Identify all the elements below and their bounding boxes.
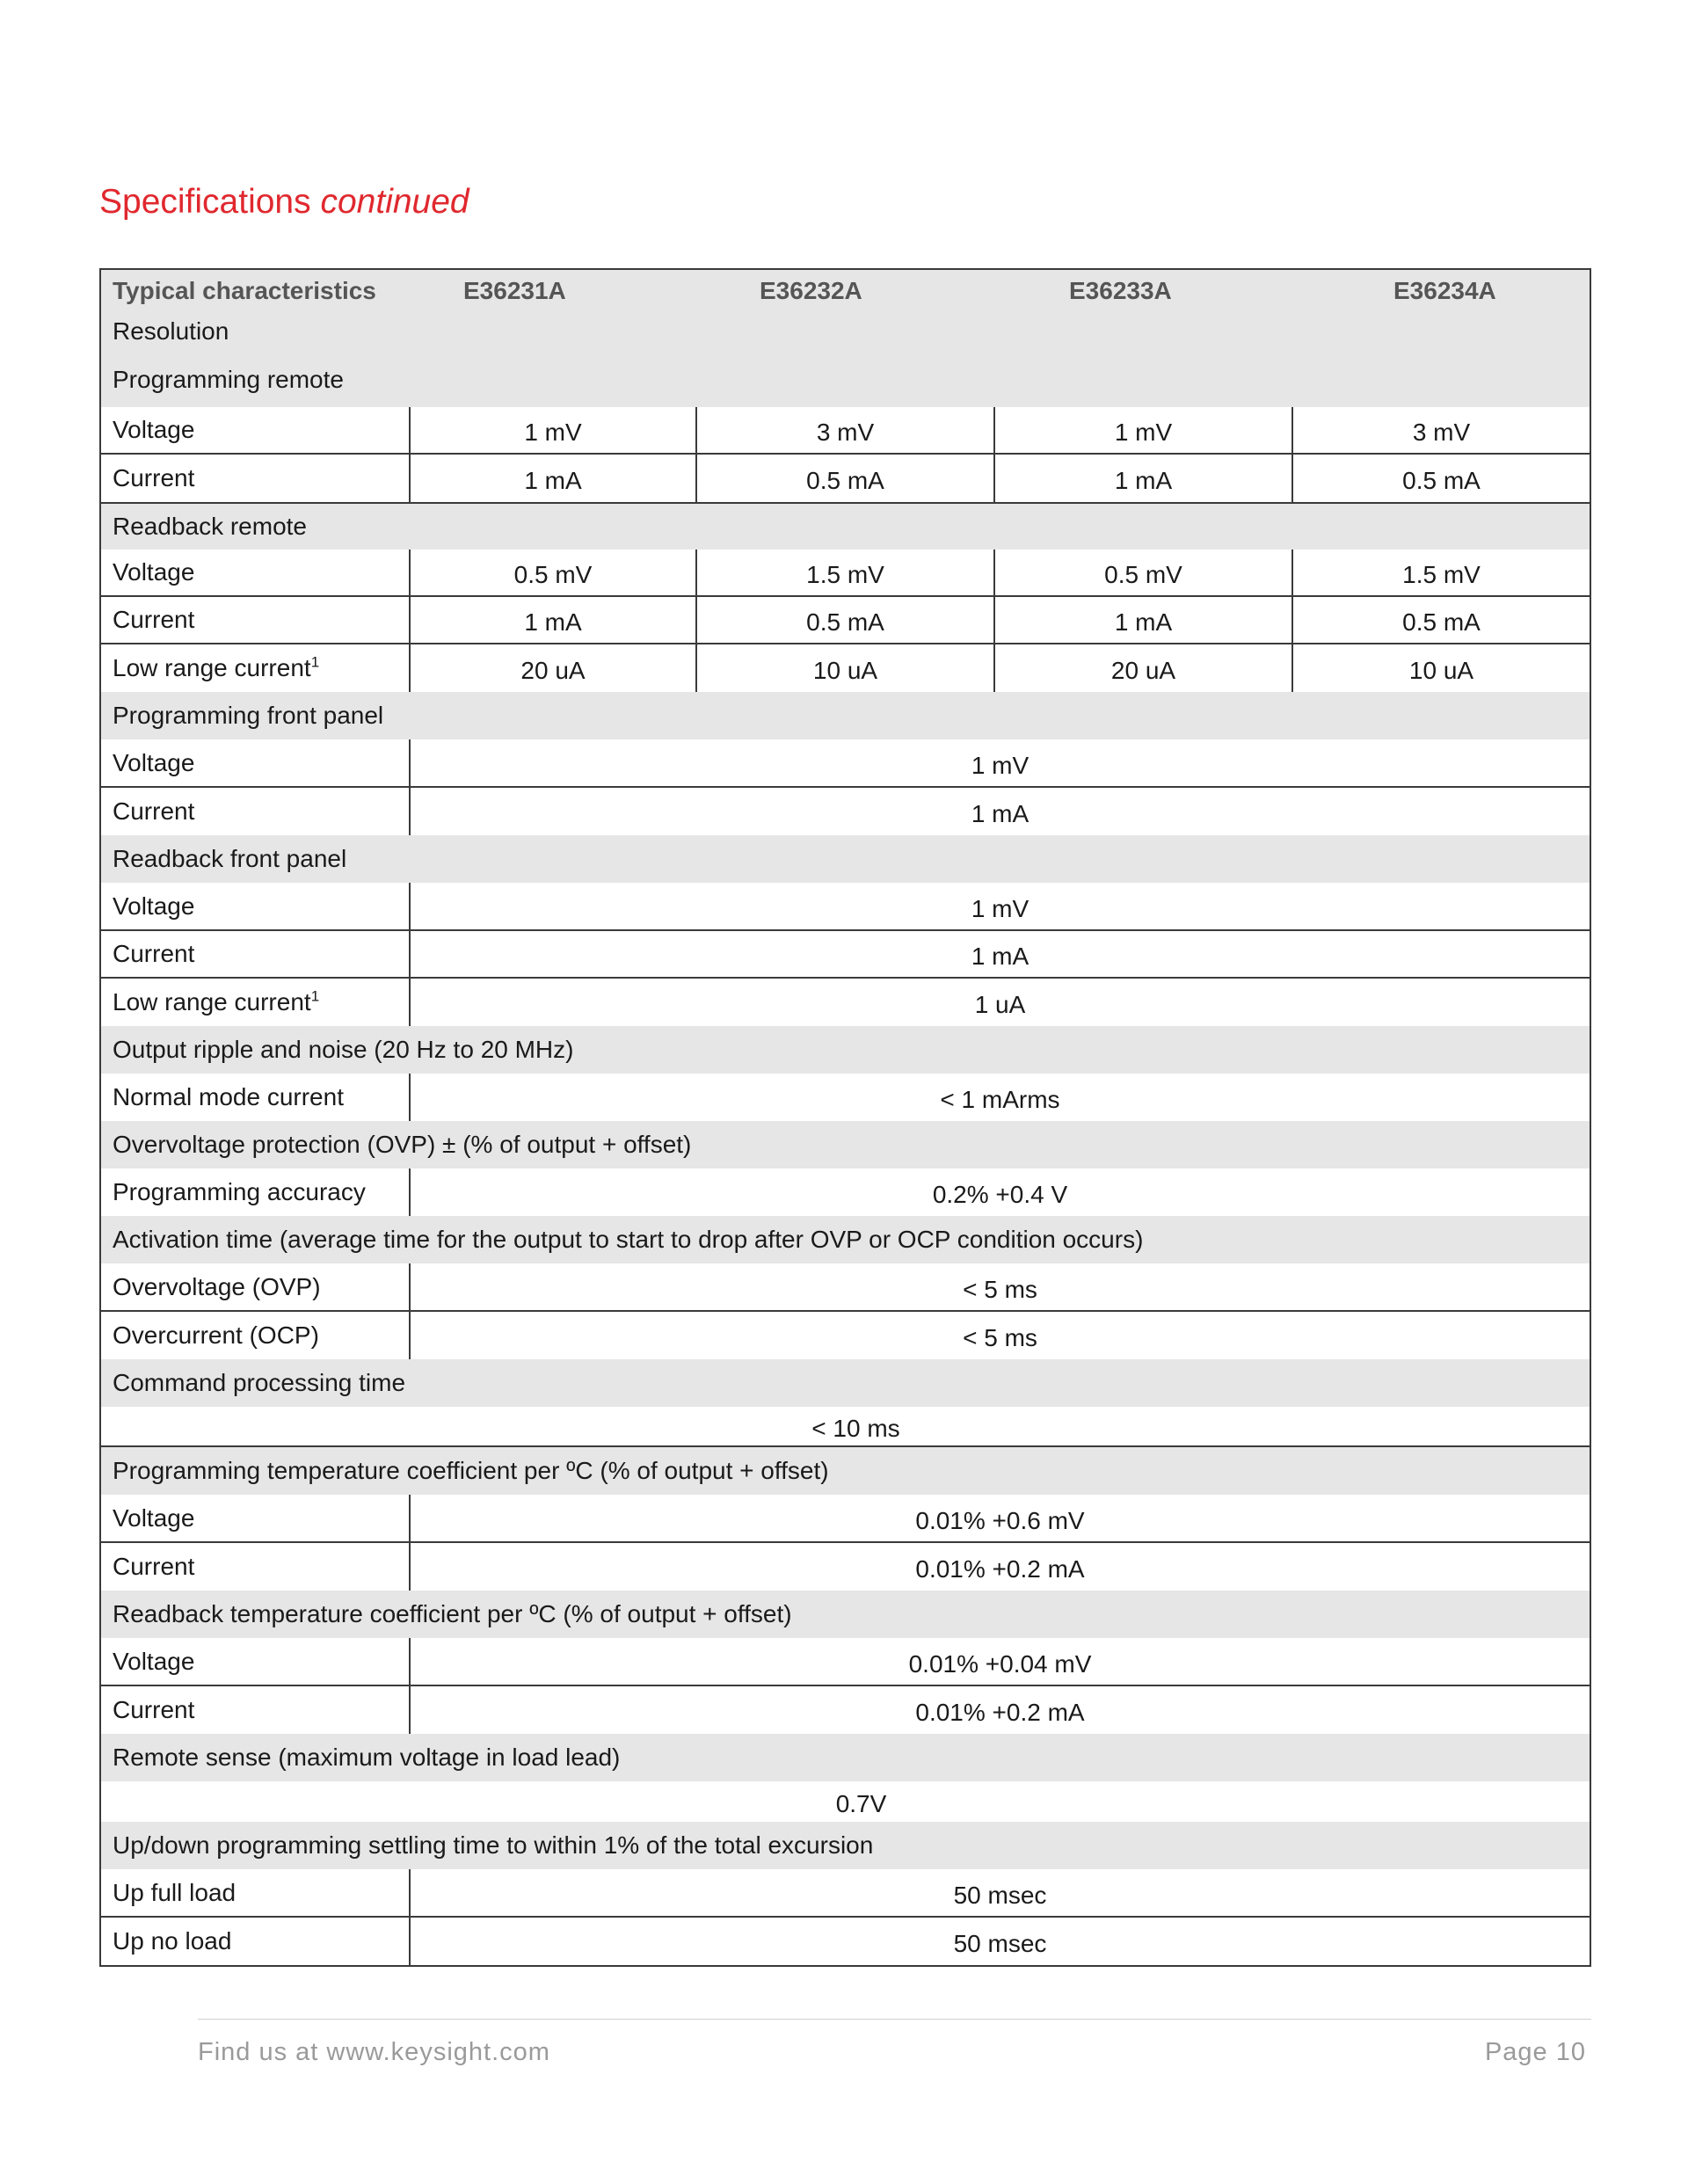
- table-cell: 20 uA: [409, 644, 695, 692]
- table-row: [101, 788, 1590, 835]
- table-cell: 0.5 mA: [1291, 455, 1590, 502]
- section-row: [101, 1734, 1590, 1781]
- table-row: [101, 931, 1590, 979]
- header-model-1: E36231A: [463, 277, 566, 304]
- table-cell: 1 mV: [409, 407, 695, 453]
- table-row: [101, 1781, 1590, 1822]
- table-row: [101, 455, 1590, 502]
- table-cell: 0.5 mA: [1291, 597, 1590, 643]
- table-cell: 0.5 mA: [695, 455, 993, 502]
- row-label: Current: [113, 606, 195, 633]
- section-label: Readback front panel: [113, 845, 347, 872]
- table-row: [101, 1543, 1590, 1591]
- table-cell: 1 mV: [409, 739, 1590, 786]
- table-cell: 1 mA: [409, 931, 1590, 977]
- row-label: Current: [113, 940, 195, 967]
- section-label: Programming front panel: [113, 702, 384, 729]
- table-cell: 3 mV: [695, 407, 993, 453]
- table-row: [101, 1312, 1590, 1359]
- footer-website: Find us at www.keysight.com: [198, 2038, 550, 2066]
- table-cell: 0.5 mV: [409, 550, 695, 595]
- specifications-table: [99, 268, 1591, 1967]
- section-row: [101, 1359, 1590, 1407]
- table-cell: 1 mA: [993, 455, 1291, 502]
- table-cell: 0.5 mV: [993, 550, 1291, 595]
- table-row: [101, 1638, 1590, 1686]
- table-row: [101, 883, 1590, 931]
- table-row: [101, 1263, 1590, 1312]
- table-row: [101, 597, 1590, 644]
- header-model-3: E36233A: [1069, 277, 1172, 304]
- table-row: [101, 1686, 1590, 1734]
- section-label: Activation time (average time for the output to start to drop after OVP or OCP condition occurs): [113, 1226, 1144, 1253]
- table-cell: 1.5 mV: [695, 550, 993, 595]
- row-label: Programming accuracy: [113, 1178, 366, 1205]
- page-heading: [99, 183, 469, 222]
- heading-main: Specifications: [99, 183, 311, 221]
- table-cell: 1 mA: [409, 788, 1590, 835]
- table-cell: 0.2% +0.4 V: [409, 1168, 1590, 1216]
- section-row: [101, 1591, 1590, 1638]
- section-row: [101, 1447, 1590, 1495]
- table-row: [101, 1495, 1590, 1543]
- section-label: Command processing time: [113, 1369, 406, 1396]
- table-cell: 1.5 mV: [1291, 550, 1590, 595]
- row-label: Current: [113, 1553, 195, 1580]
- section-row: [101, 502, 1590, 550]
- section-label: Output ripple and noise (20 Hz to 20 MHz): [113, 1036, 574, 1063]
- row-label: Up no load: [113, 1927, 232, 1955]
- table-row: [101, 1074, 1590, 1121]
- table-header: [101, 270, 1590, 407]
- table-cell: 10 uA: [695, 644, 993, 692]
- table-cell: < 1 mArms: [409, 1074, 1590, 1121]
- section-row: [101, 692, 1590, 739]
- row-label: Overvoltage (OVP): [113, 1272, 321, 1300]
- table-row: [101, 550, 1590, 597]
- table-cell: 1 mA: [409, 597, 695, 643]
- table-cell: 1 mA: [409, 455, 695, 502]
- resolution-label: Resolution: [113, 317, 229, 345]
- table-row: [101, 1918, 1590, 1965]
- row-label: Voltage: [113, 558, 195, 586]
- table-row: [101, 644, 1590, 692]
- row-label: Overcurrent (OCP): [113, 1321, 319, 1349]
- table-cell: 20 uA: [993, 644, 1291, 692]
- footer-divider: [198, 2019, 1591, 2020]
- row-label: Normal mode current: [113, 1083, 344, 1110]
- row-label: Low range current$^1$: [113, 987, 320, 1016]
- table-row: [101, 739, 1590, 788]
- row-label: Voltage: [113, 1647, 195, 1675]
- table-row: [101, 979, 1590, 1026]
- table-cell: 3 mV: [1291, 407, 1590, 453]
- table-cell: < 10 ms: [811, 1415, 900, 1442]
- table-cell: 0.01% +0.2 mA: [409, 1543, 1590, 1591]
- programming-remote-label: Programming remote: [113, 366, 344, 393]
- section-row: [101, 1822, 1590, 1869]
- table-row: [101, 1168, 1590, 1216]
- section-label: Programming temperature coefficient per ºC (% of output + offset): [113, 1457, 829, 1484]
- table-cell: 50 msec: [409, 1869, 1590, 1916]
- table-cell: 10 uA: [1291, 644, 1590, 692]
- table-cell: 1 mA: [993, 597, 1291, 643]
- table-cell: < 5 ms: [409, 1312, 1590, 1359]
- table-cell: 0.01% +0.2 mA: [409, 1686, 1590, 1734]
- table-cell: 1 uA: [409, 979, 1590, 1026]
- table-row: [101, 1407, 1590, 1447]
- row-label: Current: [113, 797, 195, 825]
- section-row: [101, 1121, 1590, 1168]
- page-number: Page 10: [1484, 2038, 1586, 2066]
- table-cell: 0.01% +0.6 mV: [409, 1495, 1590, 1541]
- section-row: [101, 835, 1590, 883]
- header-model-2: E36232A: [760, 277, 862, 304]
- section-label: Overvoltage protection (OVP) ± (% of output + offset): [113, 1131, 692, 1158]
- table-cell: 50 msec: [409, 1918, 1590, 1965]
- section-row: [101, 1216, 1590, 1263]
- row-label: Up full load: [113, 1878, 236, 1906]
- row-label: Voltage: [113, 416, 195, 443]
- section-row: [101, 1026, 1590, 1074]
- table-cell: < 5 ms: [409, 1263, 1590, 1310]
- row-label: Voltage: [113, 748, 195, 776]
- table-cell: 1 mV: [993, 407, 1291, 453]
- row-label: Voltage: [113, 1503, 195, 1532]
- row-label: Current: [113, 1696, 195, 1723]
- row-label: Current: [113, 464, 195, 491]
- heading-italic: continued: [320, 183, 469, 221]
- table-row: [101, 1869, 1590, 1918]
- row-label: Low range current$^1$: [113, 653, 320, 681]
- section-label: Readback temperature coefficient per ºC (% of output + offset): [113, 1600, 792, 1627]
- section-label: Up/down programming settling time to within 1% of the total excursion: [113, 1831, 874, 1859]
- header-model-4: E36234A: [1393, 277, 1496, 304]
- table-cell: 1 mV: [409, 883, 1590, 929]
- row-label: Voltage: [113, 892, 195, 920]
- table-cell: 0.7V: [835, 1790, 887, 1817]
- table-cell: 0.01% +0.04 mV: [409, 1638, 1590, 1685]
- table-row: [101, 407, 1590, 455]
- section-label: Remote sense (maximum voltage in load lead): [113, 1744, 621, 1771]
- table-cell: 0.5 mA: [695, 597, 993, 643]
- header-typical-characteristics: Typical characteristics: [113, 277, 376, 304]
- section-label: Readback remote: [113, 513, 308, 540]
